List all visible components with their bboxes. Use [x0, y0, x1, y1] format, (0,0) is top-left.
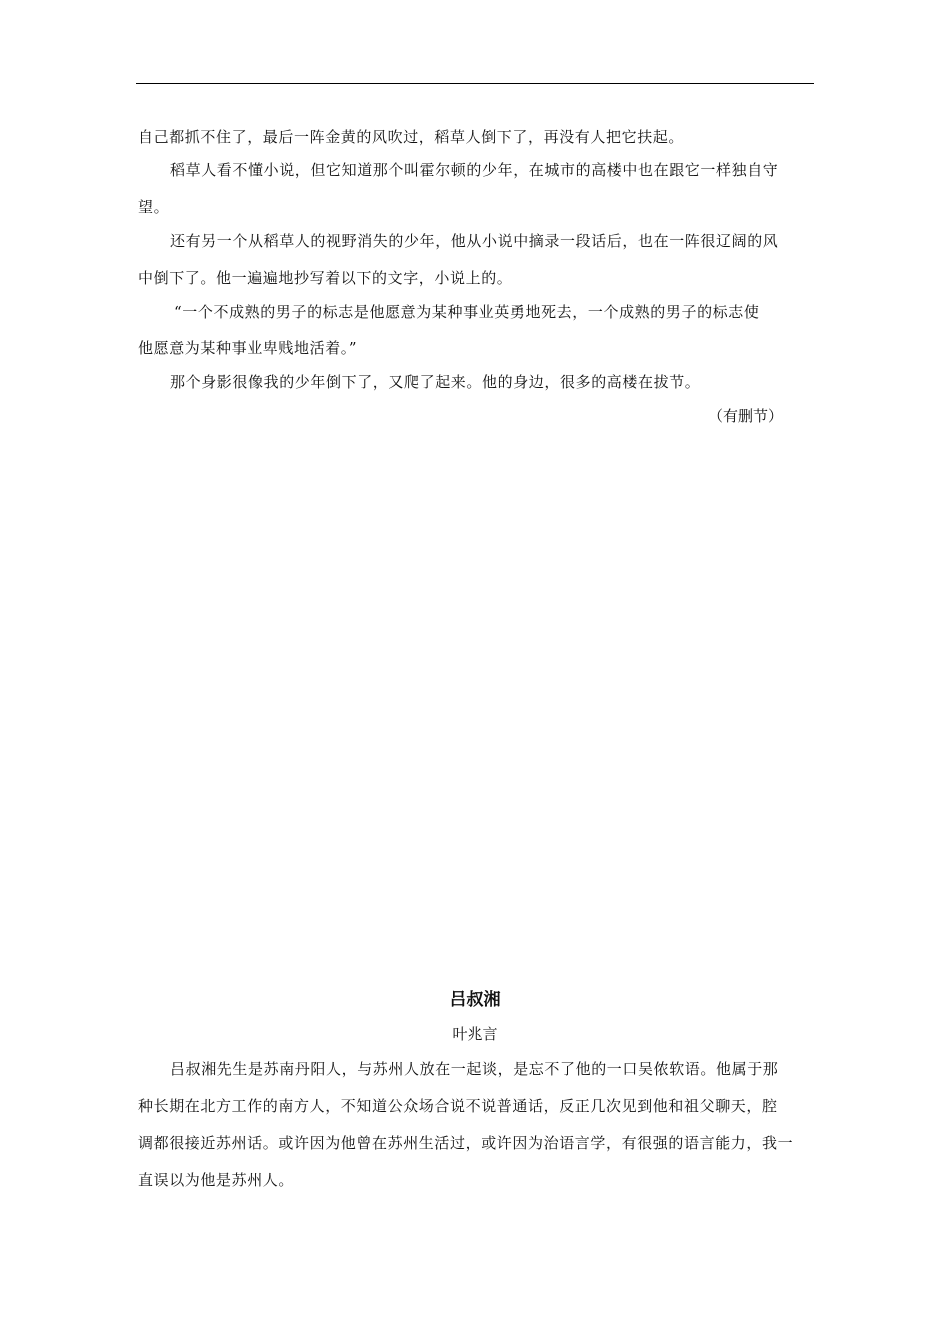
paragraph-line: 中倒下了。他一遍遍地抄写着以下的文字，小说上的。	[138, 269, 513, 287]
article-title: 吕叔湘	[449, 990, 501, 1010]
abridged-note: （有删节）	[707, 407, 783, 425]
paragraph-line: 种长期在北方工作的南方人，不知道公众场合说不说普通话，反正几次见到他和祖父聊天，腔	[138, 1097, 778, 1115]
paragraph-line: 调都很接近苏州话。或许因为他曾在苏州生活过，或许因为治语言学，有很强的语言能力，我一	[138, 1134, 794, 1152]
quote-line: “一个不成熟的男子的标志是他愿意为某种事业英勇地死去，一个成熟的男子的标志使	[174, 303, 760, 321]
paragraph-line: 那个身影很像我的少年倒下了，又爬了起来。他的身边，很多的高楼在拔节。	[170, 373, 701, 391]
quote-line: 他愿意为某种事业卑贱地活着。”	[138, 339, 358, 357]
paragraph-line: 稻草人看不懂小说，但它知道那个叫霍尔顿的少年，在城市的高楼中也在跟它一样独自守	[170, 161, 779, 179]
paragraph-line: 还有另一个从稻草人的视野消失的少年，他从小说中摘录一段话后，也在一阵很辽阔的风	[170, 232, 779, 250]
article-author: 叶兆言	[452, 1025, 498, 1043]
header-rule	[136, 83, 814, 84]
paragraph-line: 望。	[138, 198, 170, 216]
paragraph-line: 吕叔湘先生是苏南丹阳人，与苏州人放在一起谈，是忘不了他的一口吴侬软语。他属于那	[170, 1060, 779, 1078]
paragraph-line: 直误以为他是苏州人。	[138, 1171, 295, 1189]
paragraph-line: 自己都抓不住了，最后一阵金黄的风吹过，稻草人倒下了，再没有人把它扶起。	[138, 128, 685, 146]
